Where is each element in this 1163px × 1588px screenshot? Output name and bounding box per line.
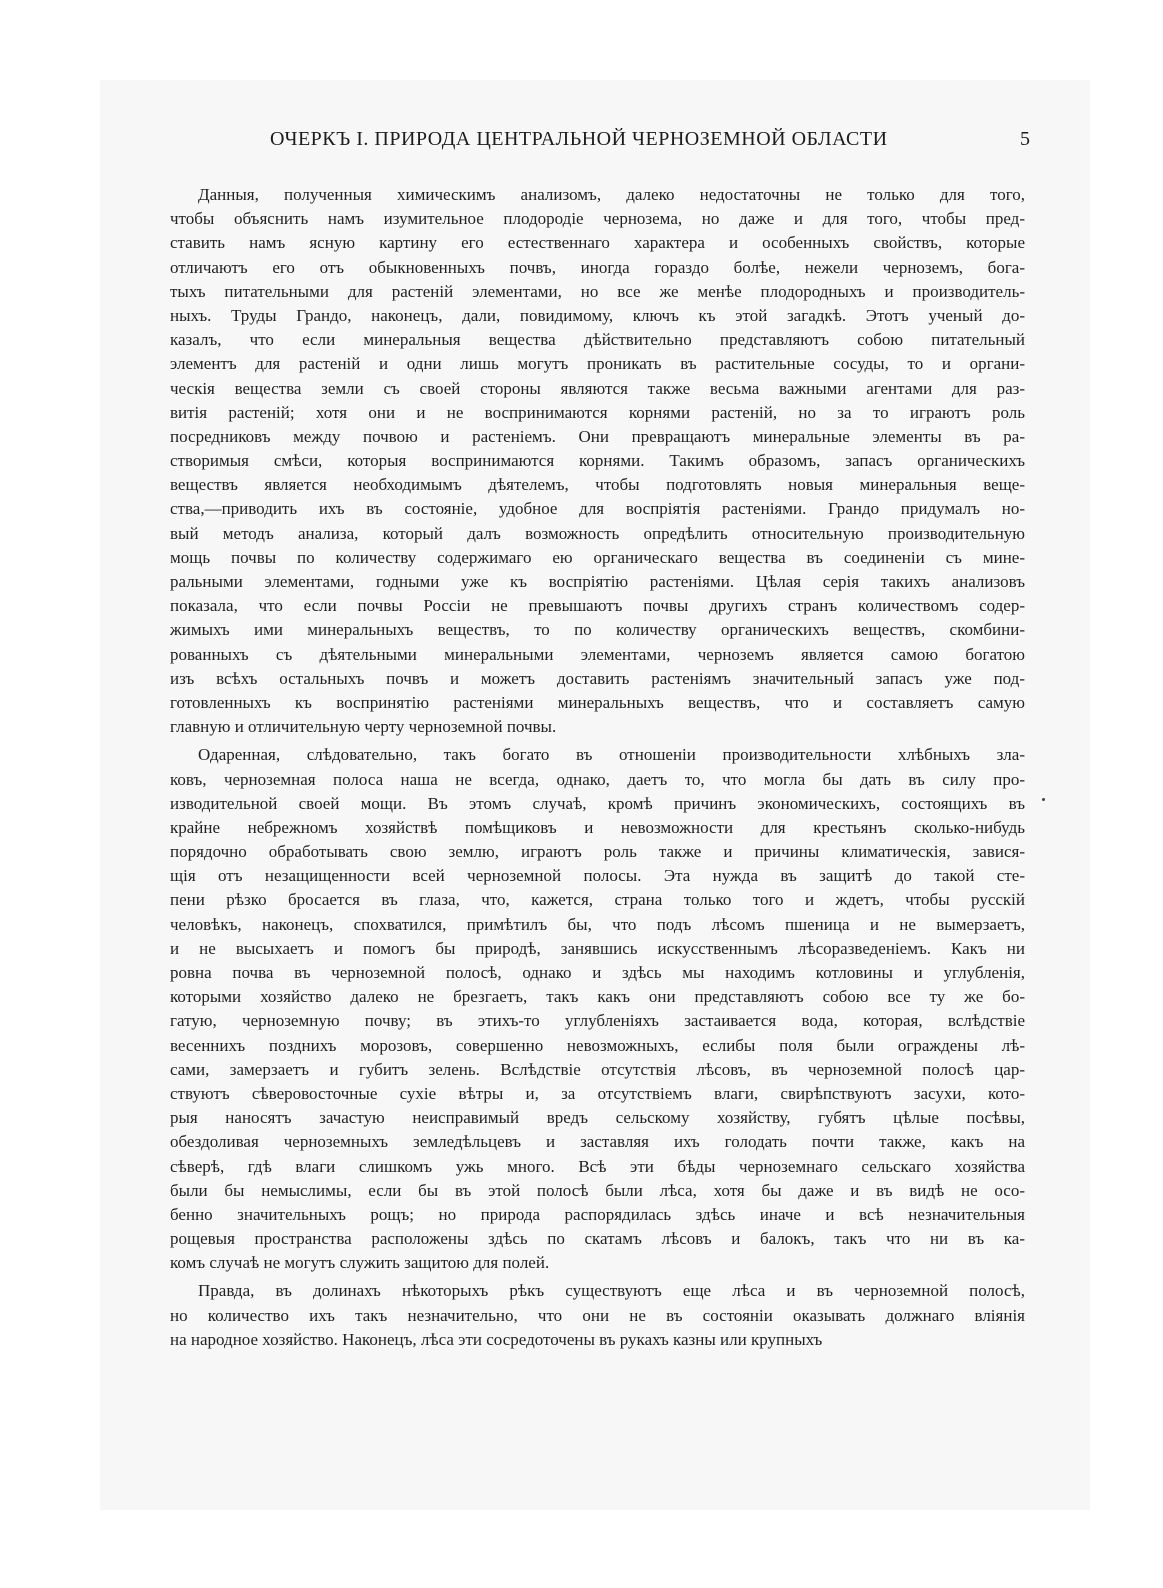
paragraph (170, 1279, 1025, 1352)
text-line: чтобы объяснить намъ изумительное плодородіе чернозема, но даже и для того, чтобы пред- (170, 209, 1025, 229)
text-line: изводительной своей мощи. Въ этомъ случаѣ, кромѣ причинъ экономическихъ, состоящихъ въ (170, 793, 1025, 813)
text-line: изъ всѣхъ остальныхъ почвъ и можетъ доставить растеніямъ значительный запасъ уже под- (170, 668, 1025, 688)
text-line: Одаренная, слѣдовательно, такъ богато въ отношеніи производительности хлѣбныхъ зла- (198, 745, 1025, 765)
text-line: ныхъ. Труды Грандо, наконецъ, дали, повидимому, ключъ къ этой загадкѣ. Этотъ ученый до- (170, 305, 1025, 325)
page-number: 5 (1020, 128, 1030, 150)
text-line: ровна почва въ черноземной полосѣ, однако и здѣсь мы находимъ котловины и углубленія, (170, 963, 1025, 982)
text-line: вый методъ анализа, который далъ возможность опредѣлить относительную производительную (170, 523, 1025, 543)
text-line: элементъ для растеній и одни лишь могутъ проникать въ растительные сосуды, то и органи- (170, 354, 1025, 374)
text-line: ставить намъ ясную картину его естественнаго характера и особенныхъ свойствъ, которые (170, 233, 1025, 253)
text-line: ковъ, черноземная полоса наша не всегда, однако, даетъ то, что могла бы дать въ силу про- (170, 769, 1025, 789)
text-line: показала, что если почвы Россіи не превышаютъ почвы другихъ странъ количествомъ содер- (170, 596, 1025, 616)
text-line: ральными элементами, годными уже къ воспріятію растеніями. Цѣлая серія такихъ анализовъ (170, 572, 1025, 591)
text-line: крайне небрежномъ хозяйствѣ помѣщиковъ и невозможности для крестьянъ сколько-нибудь (170, 817, 1025, 837)
text-line: комъ случаѣ не могутъ служить защитою для полей. (170, 1253, 550, 1273)
text-line: сѣверѣ, гдѣ влаги слишкомъ ужь много. Всѣ эти бѣды черноземнаго сельскаго хозяйства (170, 1156, 1025, 1176)
text-line: главную и отличительную черту черноземной почвы. (170, 717, 557, 737)
text-line: рыя наносятъ зачастую неисправимый вредъ сельскому хозяйству, губятъ цѣлые посѣвы, (170, 1108, 1025, 1128)
text-line: человѣкъ, наконецъ, спохватился, примѣтилъ бы, что подъ лѣсомъ пшеница и не вымерзаетъ, (170, 914, 1025, 934)
scan-speck (1042, 798, 1045, 801)
text-line: жимыхъ ими минеральныхъ веществъ, то по количеству органическихъ веществъ, скомбини- (170, 620, 1025, 640)
text-line: которыми хозяйство далеко не брезгаетъ, такъ какъ они представляютъ собою все ту же бо- (170, 987, 1025, 1007)
body-text (170, 183, 1025, 1356)
text-line: створимыя смѣси, которыя воспринимаются корнями. Такимъ образомъ, запасъ органическихъ (170, 451, 1025, 471)
text-line: посредниковъ между почвою и растеніемъ. Они превращаютъ минеральные элементы въ ра- (170, 426, 1025, 446)
text-line: витія растеній; хотя они и не воспринимаются корнями растеній, но за то играютъ роль (170, 402, 1025, 422)
text-line: ствуютъ сѣверовосточные сухіе вѣтры и, за отсутствіемъ влаги, свирѣпствуютъ засухи, кото- (170, 1083, 1025, 1103)
text-line: но количество ихъ такъ незначительно, что они не въ состояніи оказывать должнаго вліянія (170, 1305, 1025, 1325)
text-line: бенно значительныхъ рощъ; но природа распорядилась здѣсь иначе и всѣ незначительныя (170, 1204, 1025, 1224)
text-line: мощь почвы по количеству содержимаго ею органическаго вещества въ соединеніи съ мине- (170, 547, 1025, 567)
text-line: ческія вещества земли съ своей стороны являются также весьма важными агентами для раз- (170, 378, 1025, 398)
chapter-title: ОЧЕРКЪ I. ПРИРОДА ЦЕНТРАЛЬНОЙ ЧЕРНОЗЕМНОЙ ОБЛАСТИ (270, 128, 888, 150)
text-line: Правда, въ долинахъ нѣкоторыхъ рѣкъ существуютъ еще лѣса и въ черноземной полосѣ, (198, 1281, 1025, 1301)
paragraph (170, 183, 1025, 739)
text-line: порядочно обработывать свою землю, играютъ роль также и причины климатическія, завися- (170, 842, 1025, 862)
text-line: казалъ, что если минеральныя вещества дѣйствительно представляютъ собою питательный (170, 330, 1025, 350)
text-line: Данныя, полученныя химическимъ анализомъ, далеко недостаточны не только для того, (198, 185, 1025, 204)
text-line: сами, замерзаетъ и губитъ зелень. Вслѣдствіе отсутствія лѣсовъ, въ черноземной полосѣ цар- (170, 1059, 1025, 1079)
text-line: пени рѣзко бросается въ глаза, что, кажется, страна только того и ждетъ, чтобы русскій (170, 890, 1025, 910)
text-line: на народное хозяйство. Наконецъ, лѣса эти сосредоточены въ рукахъ казны или крупныхъ (170, 1329, 823, 1349)
text-line: веществъ является необходимымъ дѣятелемъ, чтобы подготовлять новыя минеральныя веще- (170, 475, 1025, 495)
text-line: рощевыя пространства расположены здѣсь по скатамъ лѣсовъ и балокъ, такъ что ни въ ка- (170, 1229, 1025, 1249)
text-line: весеннихъ позднихъ морозовъ, совершенно невозможныхъ, еслибы поля были ограждены лѣ- (170, 1035, 1025, 1055)
text-line: тыхъ питательными для растеній элементами, но все же менѣе плодородныхъ и производитель- (170, 281, 1025, 301)
paragraph (170, 743, 1025, 1275)
text-line: рованныхъ съ дѣятельными минеральными элементами, черноземъ является самою богатою (170, 644, 1025, 664)
text-line: ства,—приводить ихъ въ состояніе, удобное для воспріятія растеніями. Грандо придумалъ но- (170, 499, 1025, 519)
text-line: щія отъ незащищенности всей черноземной полосы. Эта нужда въ защитѣ до такой сте- (170, 866, 1025, 886)
text-line: обездоливая черноземныхъ земледѣльцевъ и заставляя ихъ голодать почти также, какъ на (170, 1132, 1025, 1152)
text-line: были бы немыслимы, если бы въ этой полосѣ были лѣса, хотя бы даже и въ видѣ не осо- (170, 1180, 1025, 1200)
text-line: отличаютъ его отъ обыкновенныхъ почвъ, иногда гораздо болѣе, нежели черноземъ, бога- (170, 257, 1025, 277)
text-line: гатую, черноземную почву; въ этихъ-то углубленіяхъ застаивается вода, которая, вслѣдствіе (170, 1011, 1025, 1031)
text-line: и не высыхаетъ и помогъ бы природѣ, занявшись искусственнымъ лѣсоразведеніемъ. Какъ ни (170, 938, 1025, 958)
text-line: готовленныхъ къ воспринятію растеніями минеральныхъ веществъ, что и составляетъ самую (170, 692, 1025, 712)
running-header (170, 128, 1030, 158)
